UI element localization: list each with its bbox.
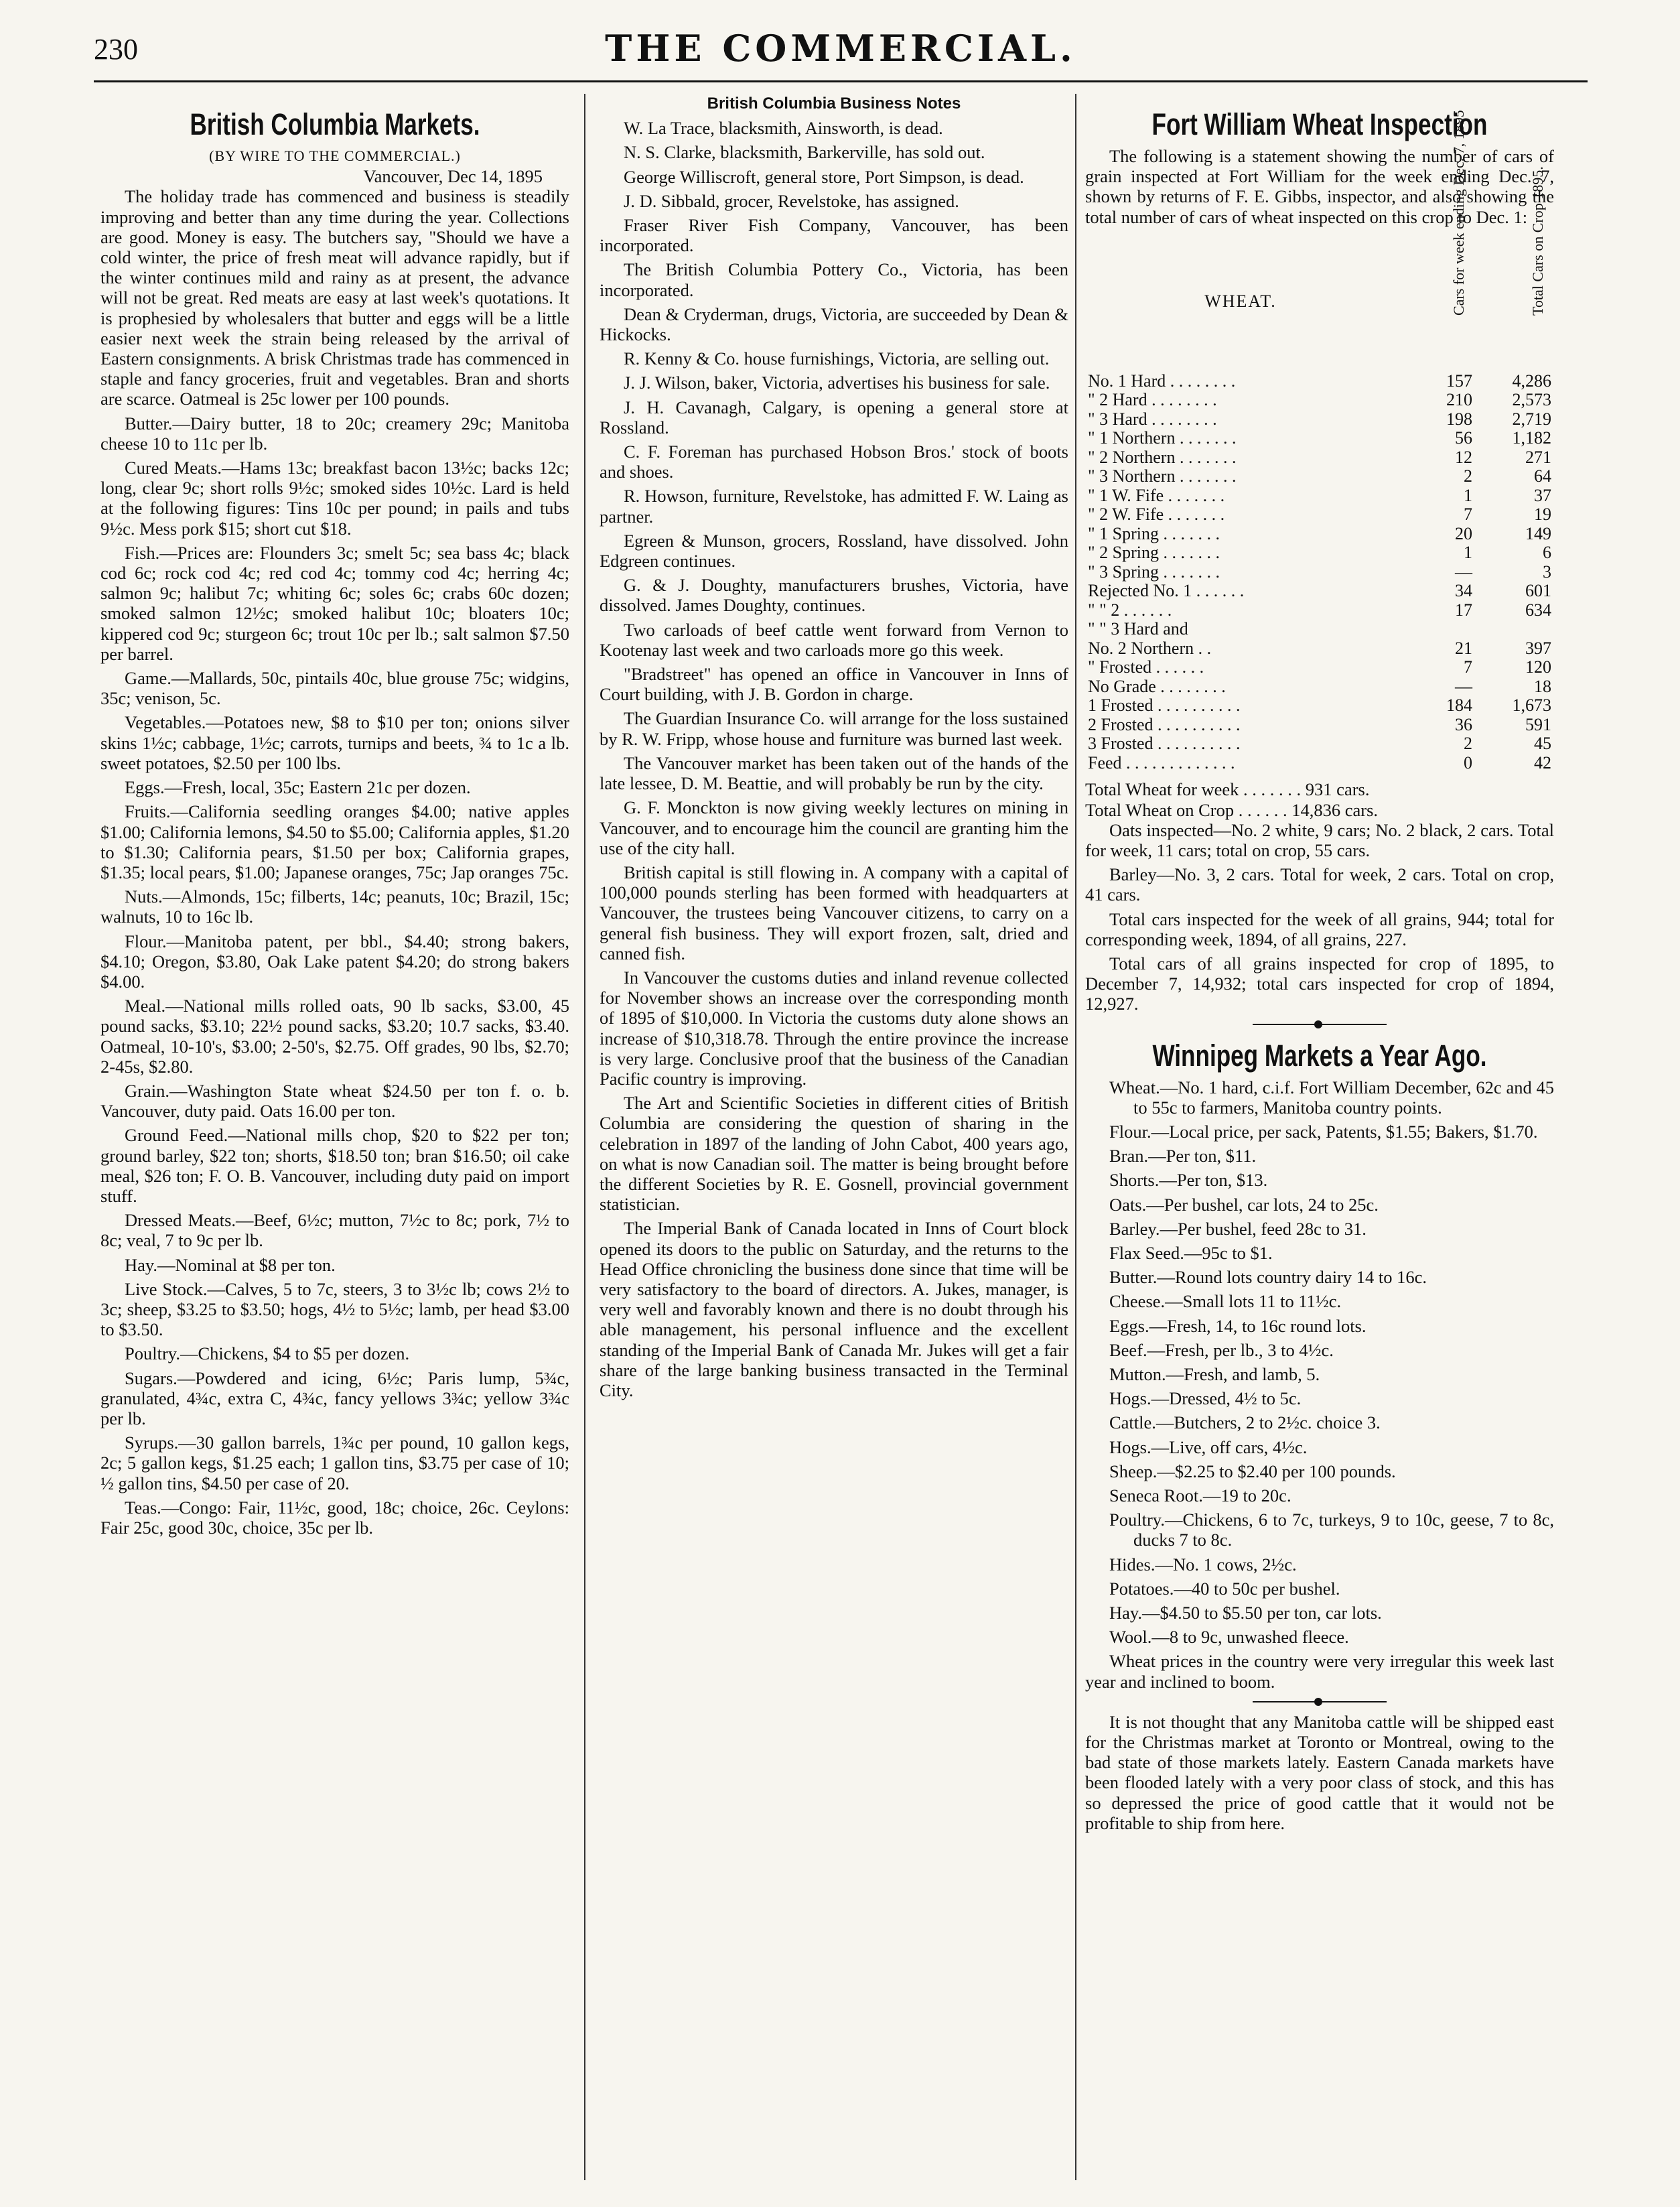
- paragraph: Fruits.—California seedling oranges $4.00; native apples $1.00; California lemons, $4.50 to $5.00; California apples, $1.20 to $1.30; California pears, $1.50 per box; California grapes, $1.35; local pears, $1.00; Japanese oranges, 75c; Jap oranges 75c.: [100, 801, 569, 882]
- table-cell-week: 34: [1455, 581, 1472, 601]
- paragraph: The holiday trade has commenced and business is steadily improving and better than any time during the year. Collections are good. Money is easy. The butchers say, "Should we have a cold winter, the price of fresh meat will advance rapidly, but if the winter continues mild and rainy as at present, the advance will not be great. Red meats are easy at last week's quotations. It is prophesied by wholesalers that butter and eggs will be a little easier next week the strain being released by the arrival of Eastern consignments. A brisk Christmas trade has commenced in staple and fancy groceries, fruit and vegetables. Bran and shorts are scarce. Oatmeal is 25c lower per 100 pounds.: [100, 186, 569, 409]
- table-cell-grade: " 3 Northern . . . . . . .: [1088, 466, 1237, 486]
- table-row: [1085, 677, 1554, 697]
- paragraph: The Vancouver market has been taken out of the hands of the late lessee, D. M. Beattie, and will probably be run by the city.: [600, 752, 1068, 794]
- table-cell-total: [1475, 620, 1554, 639]
- table-cell-total: 45: [1534, 734, 1551, 754]
- paragraph: Two carloads of beef cattle went forward from Vernon to Kootenay last week and two carloads more go this week.: [600, 619, 1068, 660]
- table-row: [1085, 620, 1554, 639]
- newspaper-title: THE COMMERCIAL.: [605, 27, 1076, 70]
- table-cell-total: 601: [1525, 581, 1551, 601]
- table-cell-grade: " Frosted . . . . . .: [1088, 657, 1204, 677]
- separator: [1253, 1701, 1387, 1702]
- paragraph: Poultry.—Chickens, $4 to $5 per dozen.: [125, 1343, 410, 1364]
- table-cell-total: 3: [1543, 561, 1551, 582]
- paragraph: R. Kenny & Co. house furnishings, Victoria, are selling out.: [624, 348, 1050, 369]
- article-intro: The following is a statement showing the number of cars of grain inspected at Fort William for the week ending Dec. 7, shown by returns of F. E. Gibbs, inspector, and also showing the total number of cars of wheat inspected on this crop to Dec. 1:: [1085, 146, 1554, 227]
- paragraph: W. La Trace, blacksmith, Ainsworth, is dead.: [624, 118, 943, 139]
- table-cell-total: 397: [1525, 638, 1551, 658]
- paragraph: Total cars of all grains inspected for crop of 1895, to December 7, 14,932; total cars inspected for crop of 1894, 12,927.: [1085, 953, 1554, 1014]
- paragraph: The Art and Scientific Societies in different cities of British Columbia are considering the question of sharing in the celebration in 1897 of the landing of John Cabot, 400 years ago, on what is now Canadian soil. The matter is being brought before the different Societies by R. E. Gosnell, provincial government statistician.: [600, 1093, 1068, 1215]
- paragraph: Sugars.—Powdered and icing, 6½c; Paris lump, 5¾c, granulated, 4¾c, extra C, 4¾c, fancy yellows 3¾c; yellow 3¾c per lb.: [100, 1367, 569, 1428]
- table-cell-week: 198: [1446, 409, 1472, 429]
- table-cell-week: —: [1455, 561, 1472, 582]
- table-cell-grade: Rejected No. 1 . . . . . .: [1088, 581, 1245, 601]
- table-row: [1085, 448, 1554, 468]
- paragraph: Meal.—National mills rolled oats, 90 lb sacks, $3.00, 45 pound sacks, $3.10; 22½ pound sacks, $3.20; 10.7 sacks, $3.40. Oatmeal, 10-10's, $3.00; 2-50's, $2.75. Off grades, 90 lbs, $2.70; 2-45s, $2.80.: [100, 996, 569, 1077]
- table-cell-week: 21: [1455, 638, 1472, 658]
- price-item: Wool.—8 to 9c, unwashed fleece.: [1109, 1627, 1349, 1648]
- table-cell-total: 2,573: [1512, 390, 1551, 410]
- table-cell-week: 56: [1455, 428, 1472, 448]
- table-cell-total: 2,719: [1512, 409, 1551, 429]
- article-body: [1085, 1651, 1554, 1833]
- price-item: Flour.—Local price, per sack, Patents, $1.55; Bakers, $1.70.: [1109, 1121, 1538, 1142]
- dateline: Vancouver, Dec 14, 1895: [363, 166, 543, 187]
- paragraph: Fraser River Fish Company, Vancouver, has been incorporated.: [600, 215, 1068, 256]
- table-row: [1085, 716, 1554, 735]
- paragraph: Wheat prices in the country were very irregular this week last year and inclined to boom.: [1085, 1651, 1554, 1692]
- table-cell-week: 157: [1446, 371, 1472, 391]
- paragraph: "Bradstreet" has opened an office in Vancouver in Inns of Court building, with J. B. Gordon in charge.: [600, 664, 1068, 705]
- table-cell-total: 64: [1534, 466, 1551, 486]
- table-cell-grade: No. 2 Northern . .: [1088, 638, 1212, 658]
- price-item: Beef.—Fresh, per lb., 3 to 4½c.: [1109, 1339, 1334, 1360]
- price-item: Bran.—Per ton, $11.: [1109, 1146, 1257, 1166]
- table-row: [1085, 467, 1554, 486]
- price-item: Wheat.—No. 1 hard, c.i.f. Fort William December, 62c and 45 to 55c to farmers, Manitoba country points.: [1109, 1077, 1554, 1118]
- table-row: [1085, 391, 1554, 410]
- table-cell-week: 210: [1446, 390, 1472, 410]
- table-row: [1085, 410, 1554, 429]
- paragraph: The Imperial Bank of Canada located in Inns of Court block opened its doors to the public on Saturday, and the returns to the Head Office chronicling the business done since that time will be very satisfactory to the board of directors. A. Jukes, manager, is very well and favorably known and there is no doubt through his able management, his personal influence and the excellent standing of the Imperial Bank of Canada Mr. Jukes will get a fair share of the large banking business transacted in the Terminal City.: [600, 1218, 1068, 1400]
- paragraph: Barley—No. 3, 2 cars. Total for week, 2 cars. Total on crop, 41 cars.: [1085, 864, 1554, 905]
- table-cell-total: 37: [1534, 485, 1551, 505]
- table-cell-grade: 2 Frosted . . . . . . . . . .: [1088, 714, 1241, 734]
- paragraph: Fish.—Prices are: Flounders 3c; smelt 5c; sea bass 4c; black cod 6c; rock cod 4c; red cod 4c; tommy cod 4c; herring 4c; salmon 9c; halibut 7c; whiting 6c; soles 6c; crabs 60c dozen; smoked salmon 12½c; smoked halibut 10c; bloaters 10c; kippered cod 9c; sturgeon 6c; trout 10c per lb.; salt salmon $7.50 per barrel.: [100, 542, 569, 664]
- byline: (BY WIRE TO THE COMMERCIAL.): [209, 147, 461, 164]
- column-bc-markets: [100, 94, 569, 2180]
- price-item: Hay.—$4.50 to $5.50 per ton, car lots.: [1109, 1603, 1382, 1623]
- total-week: Total Wheat for week . . . . . . . 931 cars.: [1085, 779, 1370, 800]
- paragraph: J. H. Cavanagh, Calgary, is opening a general store at Rossland.: [600, 397, 1068, 438]
- table-row: [1085, 505, 1554, 525]
- price-list: [1085, 1077, 1554, 1648]
- table-row: [1085, 734, 1554, 754]
- table-cell-grade: " 2 Hard . . . . . . . .: [1088, 390, 1217, 410]
- paragraph: R. Howson, furniture, Revelstoke, has admitted F. W. Laing as partner.: [600, 486, 1068, 527]
- table-cell-grade: " 2 W. Fife . . . . . . .: [1088, 505, 1225, 525]
- table-cell-week: 17: [1455, 600, 1472, 620]
- article-heading: British Columbia Markets.: [190, 107, 480, 141]
- table-cell-total: 591: [1525, 714, 1551, 734]
- table-cell-total: 19: [1534, 505, 1551, 525]
- paragraph: Eggs.—Fresh, local, 35c; Eastern 21c per dozen.: [125, 777, 471, 798]
- page-number: 230: [94, 33, 138, 66]
- table-label: WHEAT.: [1204, 291, 1277, 311]
- paragraph: The British Columbia Pottery Co., Victoria, has been incorporated.: [600, 259, 1068, 300]
- price-item: Cattle.—Butchers, 2 to 2½c. choice 3.: [1109, 1412, 1381, 1433]
- table-cell-grade: " 2 Northern . . . . . . .: [1088, 447, 1237, 467]
- table-row: [1085, 486, 1554, 506]
- price-item: Eggs.—Fresh, 14, to 16c round lots.: [1109, 1315, 1367, 1336]
- table-cell-total: 1,182: [1512, 428, 1551, 448]
- paragraph: Cured Meats.—Hams 13c; breakfast bacon 13½c; backs 12c; long, clear 9c; short rolls 9½c; smoked sides 10½c. Lard is held at the following figures: Tins 10c per pound; in pails and tubs 9½c. Mess pork $15; short cut $18.: [100, 458, 569, 539]
- table-cell-week: 2: [1464, 734, 1472, 754]
- column-business-notes: [600, 94, 1068, 2180]
- table-cell-week: 7: [1464, 657, 1472, 677]
- price-item: Oats.—Per bushel, car lots, 24 to 25c.: [1109, 1194, 1379, 1215]
- article-body: [100, 186, 569, 1538]
- table-cell-total: 42: [1534, 752, 1551, 773]
- table-cell-grade: " " 2 . . . . . .: [1088, 600, 1172, 620]
- table-row: [1085, 696, 1554, 716]
- table-cell-grade: 3 Frosted . . . . . . . . . .: [1088, 734, 1241, 754]
- paragraph: Grain.—Washington State wheat $24.50 per ton f. o. b. Vancouver, duty paid. Oats 16.00 per ton.: [100, 1080, 569, 1122]
- table-cell-grade: " " 3 Hard and: [1088, 619, 1188, 639]
- price-item: Sheep.—$2.25 to $2.40 per 100 pounds.: [1109, 1461, 1396, 1481]
- table-cell-week: 1: [1464, 485, 1472, 505]
- table-cell-grade: " 1 Northern . . . . . . .: [1088, 428, 1237, 448]
- table-cell-total: 6: [1543, 543, 1551, 563]
- table-cell-grade: No. 1 Hard . . . . . . . .: [1088, 371, 1236, 391]
- column-rule: [1075, 94, 1076, 2180]
- table-cell-grade: " 1 W. Fife . . . . . . .: [1088, 485, 1225, 505]
- price-item: Butter.—Round lots country dairy 14 to 16c.: [1109, 1267, 1427, 1288]
- paragraph: Egreen & Munson, grocers, Rossland, have dissolved. John Edgreen continues.: [600, 530, 1068, 572]
- table-cell-total: 18: [1534, 676, 1551, 696]
- table-cell-total: 149: [1525, 523, 1551, 543]
- column-wheat-inspection: [1085, 94, 1554, 2180]
- price-item: Mutton.—Fresh, and lamb, 5.: [1109, 1363, 1320, 1384]
- price-item: Seneca Root.—19 to 20c.: [1109, 1485, 1291, 1506]
- article-heading: British Columbia Business Notes: [707, 94, 961, 113]
- table-cell-week: 2: [1464, 466, 1472, 486]
- column-header: Cars for week ending Dec. 7, 1895: [1450, 109, 1467, 316]
- table-cell-total: 271: [1525, 447, 1551, 467]
- price-item: Flax Seed.—95c to $1.: [1109, 1242, 1273, 1263]
- column-rule: [584, 94, 585, 2180]
- paragraph: Total cars inspected for the week of all grains, 944; total for corresponding week, 1894, of all grains, 227.: [1085, 909, 1554, 949]
- separator: [1253, 1024, 1387, 1025]
- paragraph: N. S. Clarke, blacksmith, Barkerville, has sold out.: [624, 142, 985, 163]
- table-cell-total: 4,286: [1512, 371, 1551, 391]
- article-body: [600, 118, 1068, 1400]
- paragraph: Flour.—Manitoba patent, per bbl., $4.40; strong bakers, $4.10; Oregon, $3.80, Oak Lake patent $4.20; do strong bakers $4.00.: [100, 931, 569, 992]
- paragraph: Dressed Meats.—Beef, 6½c; mutton, 7½c to 8c; pork, 7½ to 8c; veal, 7 to 9c per lb.: [100, 1210, 569, 1251]
- paragraph: G. F. Monckton is now giving weekly lectures on mining in Vancouver, and to encourage him the council are granting him the use of the city hall.: [600, 797, 1068, 858]
- table-cell-grade: " 3 Hard . . . . . . . .: [1088, 409, 1217, 429]
- paragraph: J. D. Sibbald, grocer, Revelstoke, has assigned.: [624, 190, 959, 211]
- table-row: [1085, 429, 1554, 448]
- paragraph: In Vancouver the customs duties and inland revenue collected for November shows an increase over the corresponding month of 1895 of $10,000. In Victoria the customs duty alone shows an increase of $10,318.78. Through the entire province the increase is very large. Conclusive proof that the business of the Canadian Pacific country is improving.: [600, 967, 1068, 1089]
- table-cell-week: 7: [1464, 505, 1472, 525]
- paragraph: George Williscroft, general store, Port Simpson, is dead.: [624, 166, 1024, 187]
- table-row: [1085, 372, 1554, 391]
- paragraph: British capital is still flowing in. A company with a capital of 100,000 pounds sterling has been formed with headquarters at Vancouver, the trustees being Vancouver citizens, to carry on a general fish business. They will export frozen, salt, dried and canned fish.: [600, 862, 1068, 963]
- paragraph: Syrups.—30 gallon barrels, 1¾c per pound, 10 gallon kegs, 2c; 5 gallon kegs, $1.25 each; 1 gallon tins, $3.75 per case of 10; ½ gallon tins, $4.50 per case of 20.: [100, 1432, 569, 1493]
- table-cell-total: 120: [1525, 657, 1551, 677]
- price-item: Hides.—No. 1 cows, 2½c.: [1109, 1554, 1297, 1575]
- price-item: Hogs.—Live, off cars, 4½c.: [1109, 1436, 1308, 1457]
- paragraph: Live Stock.—Calves, 5 to 7c, steers, 3 to 3½c lb; cows 2½ to 3c; sheep, $3.25 to $3.50; hogs, 4½ to 5½c; lamb, per head $3.00 to $3.50.: [100, 1278, 569, 1340]
- table-row: [1085, 543, 1554, 563]
- article-body: [1085, 820, 1554, 1014]
- price-item: Cheese.—Small lots 11 to 11½c.: [1109, 1291, 1342, 1312]
- table-cell-week: 36: [1455, 714, 1472, 734]
- total-crop: Total Wheat on Crop . . . . . . 14,836 cars.: [1085, 799, 1379, 820]
- table-cell-week: [1396, 620, 1475, 639]
- table-cell-grade: " 2 Spring . . . . . . .: [1088, 543, 1220, 563]
- paragraph: The Guardian Insurance Co. will arrange for the loss sustained by R. W. Fripp, whose house and furniture was burned last week.: [600, 708, 1068, 749]
- article-heading: Winnipeg Markets a Year Ago.: [1152, 1038, 1487, 1073]
- paragraph: C. F. Foreman has purchased Hobson Bros.' stock of boots and shoes.: [600, 442, 1068, 482]
- price-item: Potatoes.—40 to 50c per bushel.: [1109, 1578, 1340, 1599]
- article-heading: Fort William Wheat Inspection: [1151, 107, 1488, 141]
- paragraph: Teas.—Congo: Fair, 11½c, good, 18c; choice, 26c. Ceylons: Fair 25c, good 30c, choice, 35c per lb.: [100, 1497, 569, 1538]
- paragraph: J. J. Wilson, baker, Victoria, advertises his business for sale.: [624, 373, 1050, 393]
- table-cell-week: —: [1455, 676, 1472, 696]
- paragraph: Butter.—Dairy butter, 18 to 20c; creamery 29c; Manitoba cheese 10 to 11c per lb.: [100, 413, 569, 454]
- column-header: Total Cars on Crop 1895.: [1529, 165, 1546, 316]
- table-cell-week: 0: [1464, 752, 1472, 773]
- table-cell-week: 12: [1455, 447, 1472, 467]
- paragraph: Ground Feed.—National mills chop, $20 to $22 per ton; ground barley, $22 ton; shorts, $18.50 ton; bran $16.50; oil cake meal, $26 ton; F. O. B. Vancouver, including duty paid on import stuff.: [100, 1125, 569, 1206]
- table-row: [1085, 563, 1554, 582]
- table-cell-total: 634: [1525, 600, 1551, 620]
- paragraph: Vegetables.—Potatoes new, $8 to $10 per ton; onions silver skins 1½c; cabbage, 1½c; carrots, turnips and beets, ¾ to 1c a lb. sweet potatoes, $2.50 per 100 lbs.: [100, 712, 569, 773]
- paragraph: Oats inspected—No. 2 white, 9 cars; No. 2 black, 2 cars. Total for week, 11 cars; total on crop, 55 cars.: [1085, 819, 1554, 860]
- paragraph: G. & J. Doughty, manufacturers brushes, Victoria, have dissolved. James Doughty, continues.: [600, 575, 1068, 616]
- table-cell-week: 20: [1455, 523, 1472, 543]
- table-cell-grade: " 3 Spring . . . . . . .: [1088, 561, 1220, 582]
- table-cell-week: 1: [1464, 543, 1472, 563]
- table-row: [1085, 754, 1554, 773]
- price-item: Shorts.—Per ton, $13.: [1109, 1170, 1268, 1191]
- table-row: [1085, 639, 1554, 659]
- masthead-rule: [94, 80, 1588, 82]
- price-item: Hogs.—Dressed, 4½ to 5c.: [1109, 1388, 1302, 1409]
- table-cell-grade: 1 Frosted . . . . . . . . . .: [1088, 695, 1241, 716]
- price-item: Poultry.—Chickens, 6 to 7c, turkeys, 9 to 10c, geese, 7 to 8c, ducks 7 to 8c.: [1109, 1510, 1554, 1550]
- paragraph: Nuts.—Almonds, 15c; filberts, 14c; peanuts, 10c; Brazil, 15c; walnuts, 10 to 16c lb.: [100, 886, 569, 927]
- paragraph: It is not thought that any Manitoba cattle will be shipped east for the Christmas market at Toronto or Montreal, owing to the bad state of those markets lately. Eastern Canada markets have been flooded lately with a very poor class of stock, and this has so depressed the price of good cattle that it would not be profitable to ship from here.: [1085, 1711, 1554, 1833]
- table-row: [1085, 601, 1554, 620]
- masthead: [94, 27, 1588, 74]
- table-row: [1085, 582, 1554, 601]
- table-cell-grade: Feed . . . . . . . . . . . . .: [1088, 752, 1235, 773]
- table-cell-grade: " 1 Spring . . . . . . .: [1088, 523, 1220, 543]
- price-item: Barley.—Per bushel, feed 28c to 31.: [1109, 1218, 1367, 1239]
- table-row: [1085, 658, 1554, 677]
- table-cell-grade: No Grade . . . . . . . .: [1088, 676, 1226, 696]
- table-cell-total: 1,673: [1512, 695, 1551, 716]
- table-row: [1085, 525, 1554, 544]
- paragraph: Hay.—Nominal at $8 per ton.: [125, 1254, 336, 1275]
- paragraph: Game.—Mallards, 50c, pintails 40c, blue grouse 75c; widgins, 35c; venison, 5c.: [100, 668, 569, 709]
- table-cell-week: 184: [1446, 695, 1472, 716]
- paragraph: Dean & Cryderman, drugs, Victoria, are succeeded by Dean & Hickocks.: [600, 304, 1068, 345]
